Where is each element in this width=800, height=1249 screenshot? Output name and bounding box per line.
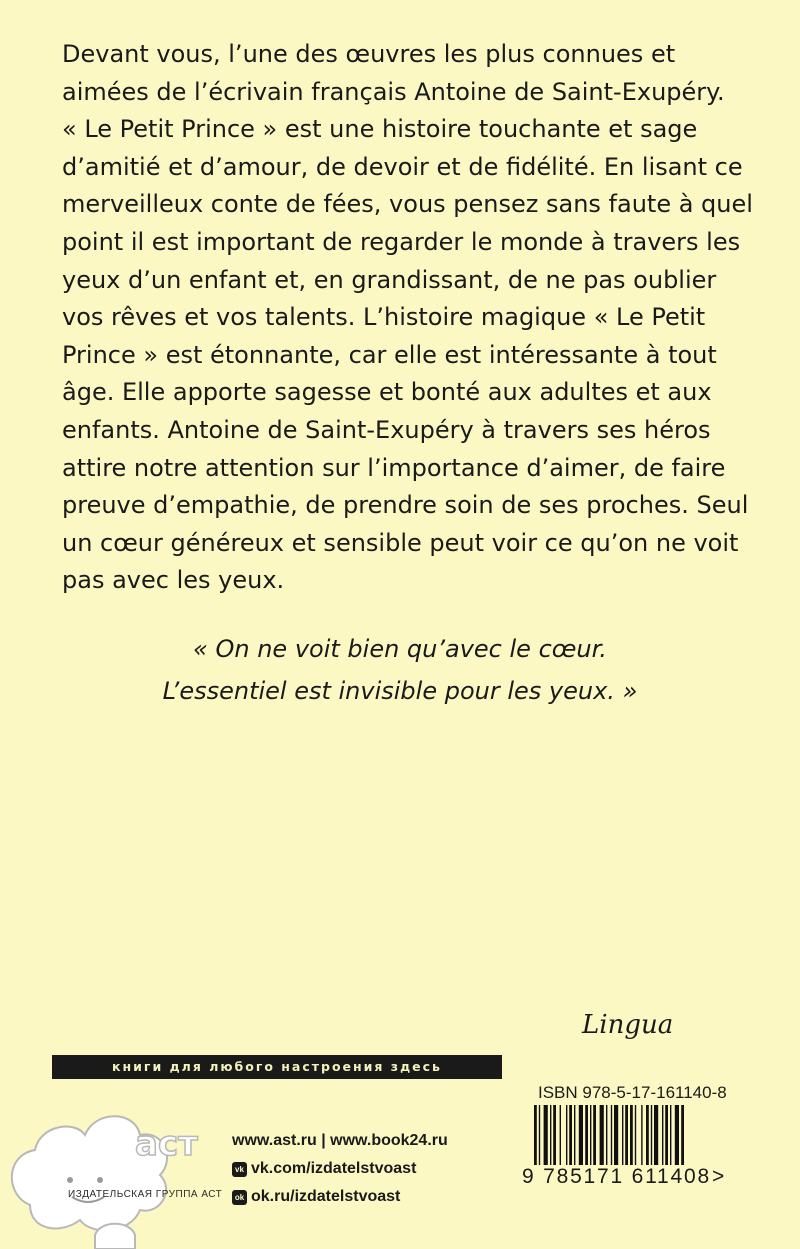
barcode-bar [600, 1105, 604, 1165]
website-links[interactable]: www.ast.ru | www.book24.ru [232, 1132, 448, 1149]
isbn-label: ISBN 978-5-17-161140-8 [538, 1083, 727, 1102]
barcode-bar [665, 1105, 668, 1165]
vk-link-text: vk.com/izdatelstvoast [251, 1160, 417, 1177]
blurb-line: Prince » est étonnante, car elle est intéressante à tout [62, 340, 717, 369]
epigraph-quote [100, 628, 700, 712]
barcode-bar [662, 1105, 663, 1165]
barcode-bar [675, 1105, 679, 1165]
ok-icon: ok [232, 1190, 247, 1205]
barcode-bar [553, 1105, 556, 1165]
ok-link[interactable] [232, 1183, 448, 1211]
barcode-bar [544, 1105, 548, 1165]
barcode-bar [560, 1105, 561, 1165]
ok-link-text: ok.ru/izdatelstvoast [251, 1188, 401, 1205]
barcode-quiet-zone-mark: > [712, 1165, 725, 1188]
blurb-line: preuve d’empathie, de prendre soin de ses proches. Seul [62, 491, 749, 520]
barcode-bar [641, 1105, 642, 1165]
barcode-bar [625, 1105, 628, 1165]
blurb-line: attire notre attention sur l’importance d’aimer, de faire [62, 453, 726, 482]
blurb-line: d’amitié et d’amour, de devoir et de fidélité. En lisant ce [62, 152, 743, 181]
vk-icon: vk [232, 1162, 247, 1177]
blurb-line: point il est important de regarder le monde à travers les [62, 227, 741, 256]
ast-logo-text: аст [135, 1124, 198, 1164]
barcode-bar [574, 1105, 575, 1165]
blurb-line: âge. Elle apporte sagesse et bonté aux adultes et aux [62, 378, 712, 407]
barcode-bar [681, 1105, 684, 1165]
barcode-bar [611, 1105, 612, 1165]
barcode-bar [614, 1105, 618, 1165]
barcode-bar [590, 1105, 591, 1165]
blurb-line: « Le Petit Prince » est une histoire touchante et sage [62, 115, 698, 144]
publisher-group-label: ИЗДАТЕЛЬСКАЯ ГРУППА АСТ [68, 1189, 223, 1200]
barcode-bar [569, 1105, 572, 1165]
barcode-bar [651, 1105, 652, 1165]
blurb-line: pas avec les yeux. [62, 566, 285, 595]
blurb-line: merveilleux conte de fées, vous pensez sans faute à quel [62, 190, 753, 219]
barcode-bar [534, 1105, 537, 1165]
barcode-bar [635, 1105, 636, 1165]
lingua-imprint-logo: Lingua [582, 1010, 674, 1040]
barcode-bar [579, 1105, 583, 1165]
blurb-line: yeux d’un enfant et, en grandissant, de ne pas oublier [62, 265, 717, 294]
barcode-bar [646, 1105, 649, 1165]
barcode-bar [654, 1105, 658, 1165]
blurb-line: vos rêves et vos talents. L’histoire magique « Le Petit [62, 303, 706, 332]
blurb-line: Devant vous, l’une des œuvres les plus connues et [62, 40, 676, 68]
barcode-bar [670, 1105, 671, 1165]
back-cover-blurb [62, 36, 762, 600]
publisher-links [232, 1127, 448, 1211]
barcode-bar [622, 1105, 623, 1165]
blurb-line: aimées de l’écrivain français Antoine de Saint-Exupéry. [62, 77, 725, 106]
barcode-bar [630, 1105, 633, 1165]
barcode-bar [585, 1105, 588, 1165]
blurb-line: un cœur généreux et sensible peut voir ce qu’on ne voit [62, 528, 739, 557]
barcode [532, 1105, 732, 1165]
barcode-bar [566, 1105, 567, 1165]
quote-line-1: « On ne voit bien qu’avec le cœur. [193, 635, 607, 663]
slogan-banner: книги для любого настроения здесь [52, 1055, 502, 1079]
vk-link[interactable] [232, 1155, 448, 1183]
barcode-digits: 9 785171 611408 [522, 1165, 711, 1188]
ast-mascot-logo [0, 1085, 230, 1249]
barcode-bar [550, 1105, 551, 1165]
barcode-bar [593, 1105, 596, 1165]
barcode-bar [606, 1105, 607, 1165]
quote-line-2: L’essentiel est invisible pour les yeux. » [162, 677, 638, 705]
barcode-bar [539, 1105, 540, 1165]
blurb-line: enfants. Antoine de Saint-Exupéry à travers ses héros [62, 415, 711, 444]
